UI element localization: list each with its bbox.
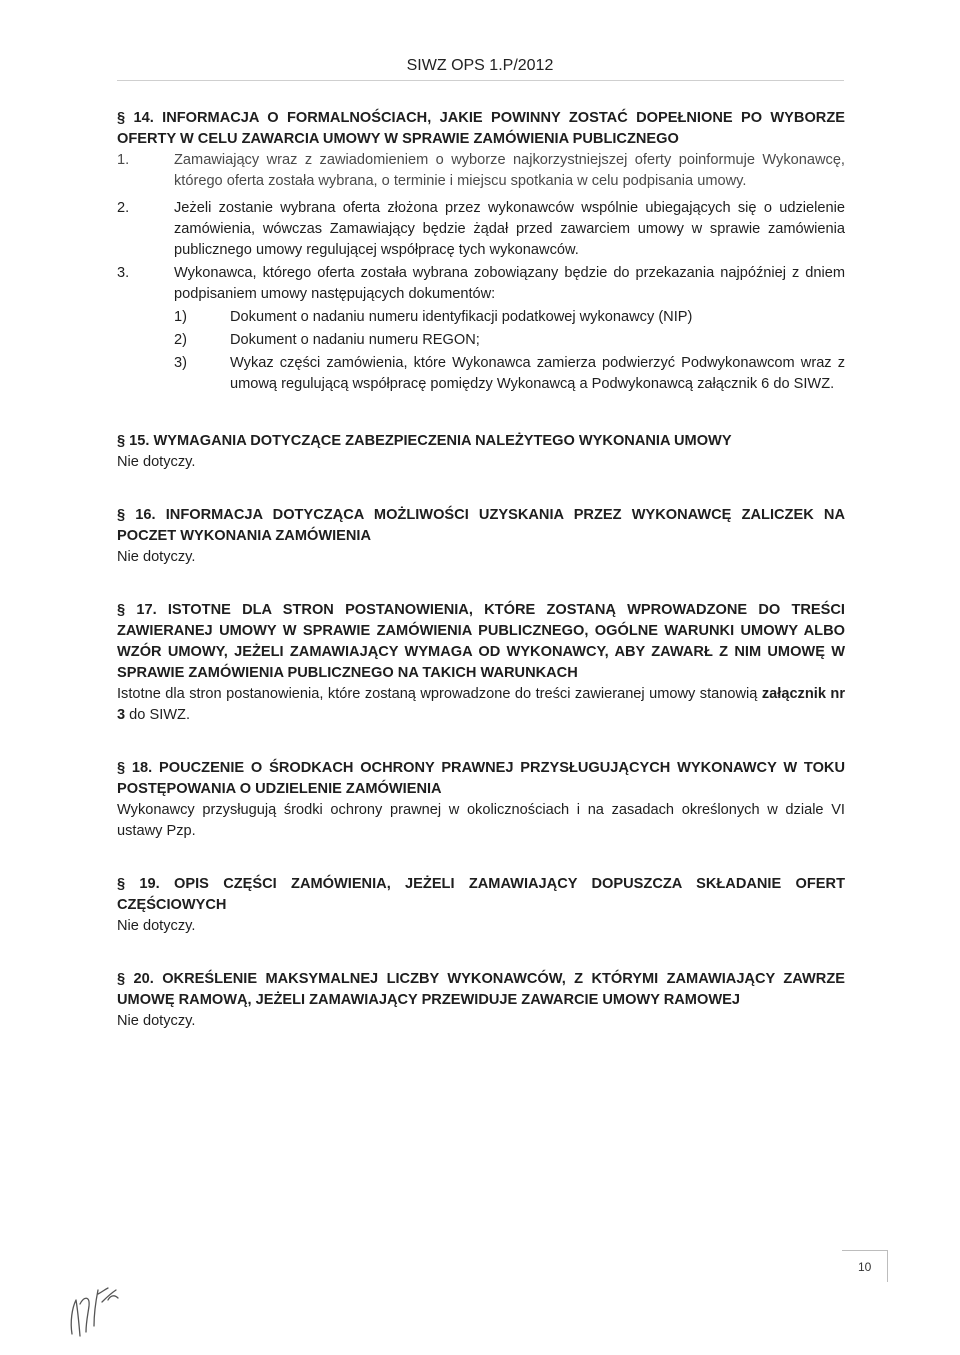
sub-list-item	[117, 353, 845, 395]
list-item-text: Jeżeli zostanie wybrana oferta złożona przez wykonawców wspólnie ubiegających się o udzielenie zamówienia, wówczas Zamawiający będzie żądał przed zawarciem umowy w sprawie zamówienia publicznego umowy regulującej współpracę tych wykonawców.	[174, 200, 845, 258]
section-15	[117, 431, 845, 473]
section-18-body: Wykonawcy przysługują środki ochrony prawnej w okolicznościach i na zasadach określonych w dziale VI ustawy Pzp.	[117, 802, 845, 839]
list-item-text: Zamawiający wraz z zawiadomieniem o wyborze najkorzystniejszej oferty poinformuje Wykonawcę, którego oferta została wybrana, o terminie i miejscu spotkania w celu podpisania umowy.	[174, 152, 845, 189]
sub-item-number: 3)	[174, 355, 187, 371]
section-16-body: Nie dotyczy.	[117, 549, 196, 565]
section-14-heading: § 14. INFORMACJA O FORMALNOŚCIACH, JAKIE POWINNY ZOSTAĆ DOPEŁNIONE PO WYBORZE OFERTY W CELU ZAWARCIA UMOWY W SPRAWIE ZAMÓWIENIA PUBLICZNEGO	[117, 110, 845, 147]
list-item	[117, 198, 845, 261]
section-14	[117, 108, 845, 395]
attachment-reference: załącznik nr 3	[117, 686, 845, 723]
section-20-heading: § 20. OKREŚLENIE MAKSYMALNEJ LICZBY WYKONAWCÓW, Z KTÓRYMI ZAMAWIAJĄCY ZAWRZE UMOWĘ RAMOWĄ, JEŻELI ZAMAWIAJĄCY PRZEWIDUJE ZAWARCIE UMOWY RAMOWEJ	[117, 971, 845, 1008]
sub-item-number: 2)	[174, 332, 187, 348]
list-item-number: 3.	[117, 265, 130, 281]
section-19-body: Nie dotyczy.	[117, 918, 196, 934]
section-17-heading: § 17. ISTOTNE DLA STRON POSTANOWIENIA, KTÓRE ZOSTANĄ WPROWADZONE DO TREŚCI ZAWIERANEJ UMOWY W SPRAWIE ZAMÓWIENIA PUBLICZNEGO, OGÓLNE WARUNKI UMOWY ALBO WZÓR UMOWY, JEŻELI ZAMAWIAJĄCY WYMAGA OD WYKONAWCY, ABY ZAWARŁ Z NIM UMOWĘ W SPRAWIE ZAMÓWIENIA PUBLICZNEGO NA TAKICH WARUNKACH	[117, 602, 845, 681]
page-number: 10	[842, 1250, 888, 1282]
section-18	[117, 758, 845, 842]
header-divider	[117, 80, 844, 81]
list-item-number: 2.	[117, 200, 130, 216]
section-17-body-text: Istotne dla stron postanowienia, które zostaną wprowadzone do treści zawieranej umowy stanowią	[117, 686, 762, 702]
list-item-number: 1.	[117, 152, 130, 168]
section-20-body: Nie dotyczy.	[117, 1013, 196, 1029]
sub-list-item	[117, 307, 845, 328]
section-17-body-suffix: do SIWZ.	[125, 707, 190, 723]
section-19-heading: § 19. OPIS CZĘŚCI ZAMÓWIENIA, JEŻELI ZAMAWIAJĄCY DOPUSZCZA SKŁADANIE OFERT CZĘŚCIOWYCH	[117, 876, 845, 913]
section-17	[117, 600, 845, 726]
section-18-heading: § 18. POUCZENIE O ŚRODKACH OCHRONY PRAWNEJ PRZYSŁUGUJĄCYCH WYKONAWCY W TOKU POSTĘPOWANIA O UDZIELENIE ZAMÓWIENIA	[117, 760, 845, 797]
list-item	[117, 263, 845, 305]
sub-item-text: Dokument o nadaniu numeru REGON;	[230, 332, 480, 348]
sub-item-text: Wykaz części zamówienia, które Wykonawca zamierza podwierzyć Podwykonawcom wraz z umową regulującą współpracę pomiędzy Wykonawcą a Podwykonawcą załącznik 6 do SIWZ.	[230, 355, 845, 392]
sub-list-item	[117, 330, 845, 351]
signature-icon	[64, 1282, 124, 1340]
section-16-heading: § 16. INFORMACJA DOTYCZĄCA MOŻLIWOŚCI UZYSKANIA PRZEZ WYKONAWCĘ ZALICZEK NA POCZET WYKONANIA ZAMÓWIENIA	[117, 507, 845, 544]
section-19	[117, 874, 845, 937]
page-header: SIWZ OPS 1.P/2012	[406, 57, 554, 74]
section-15-heading: § 15. WYMAGANIA DOTYCZĄCE ZABEZPIECZENIA NALEŻYTEGO WYKONANIA UMOWY	[117, 433, 732, 449]
list-item	[117, 150, 845, 192]
sub-item-number: 1)	[174, 309, 187, 325]
list-item-text: Wykonawca, którego oferta została wybrana zobowiązany będzie do przekazania najpóźniej z dniem podpisaniem umowy następujących dokumentów:	[174, 265, 845, 302]
document-body	[117, 108, 845, 1032]
section-17-body	[117, 684, 845, 726]
sub-item-text: Dokument o nadaniu numeru identyfikacji podatkowej wykonawcy (NIP)	[230, 309, 693, 325]
section-16	[117, 505, 845, 568]
section-15-body: Nie dotyczy.	[117, 454, 196, 470]
section-20	[117, 969, 845, 1032]
